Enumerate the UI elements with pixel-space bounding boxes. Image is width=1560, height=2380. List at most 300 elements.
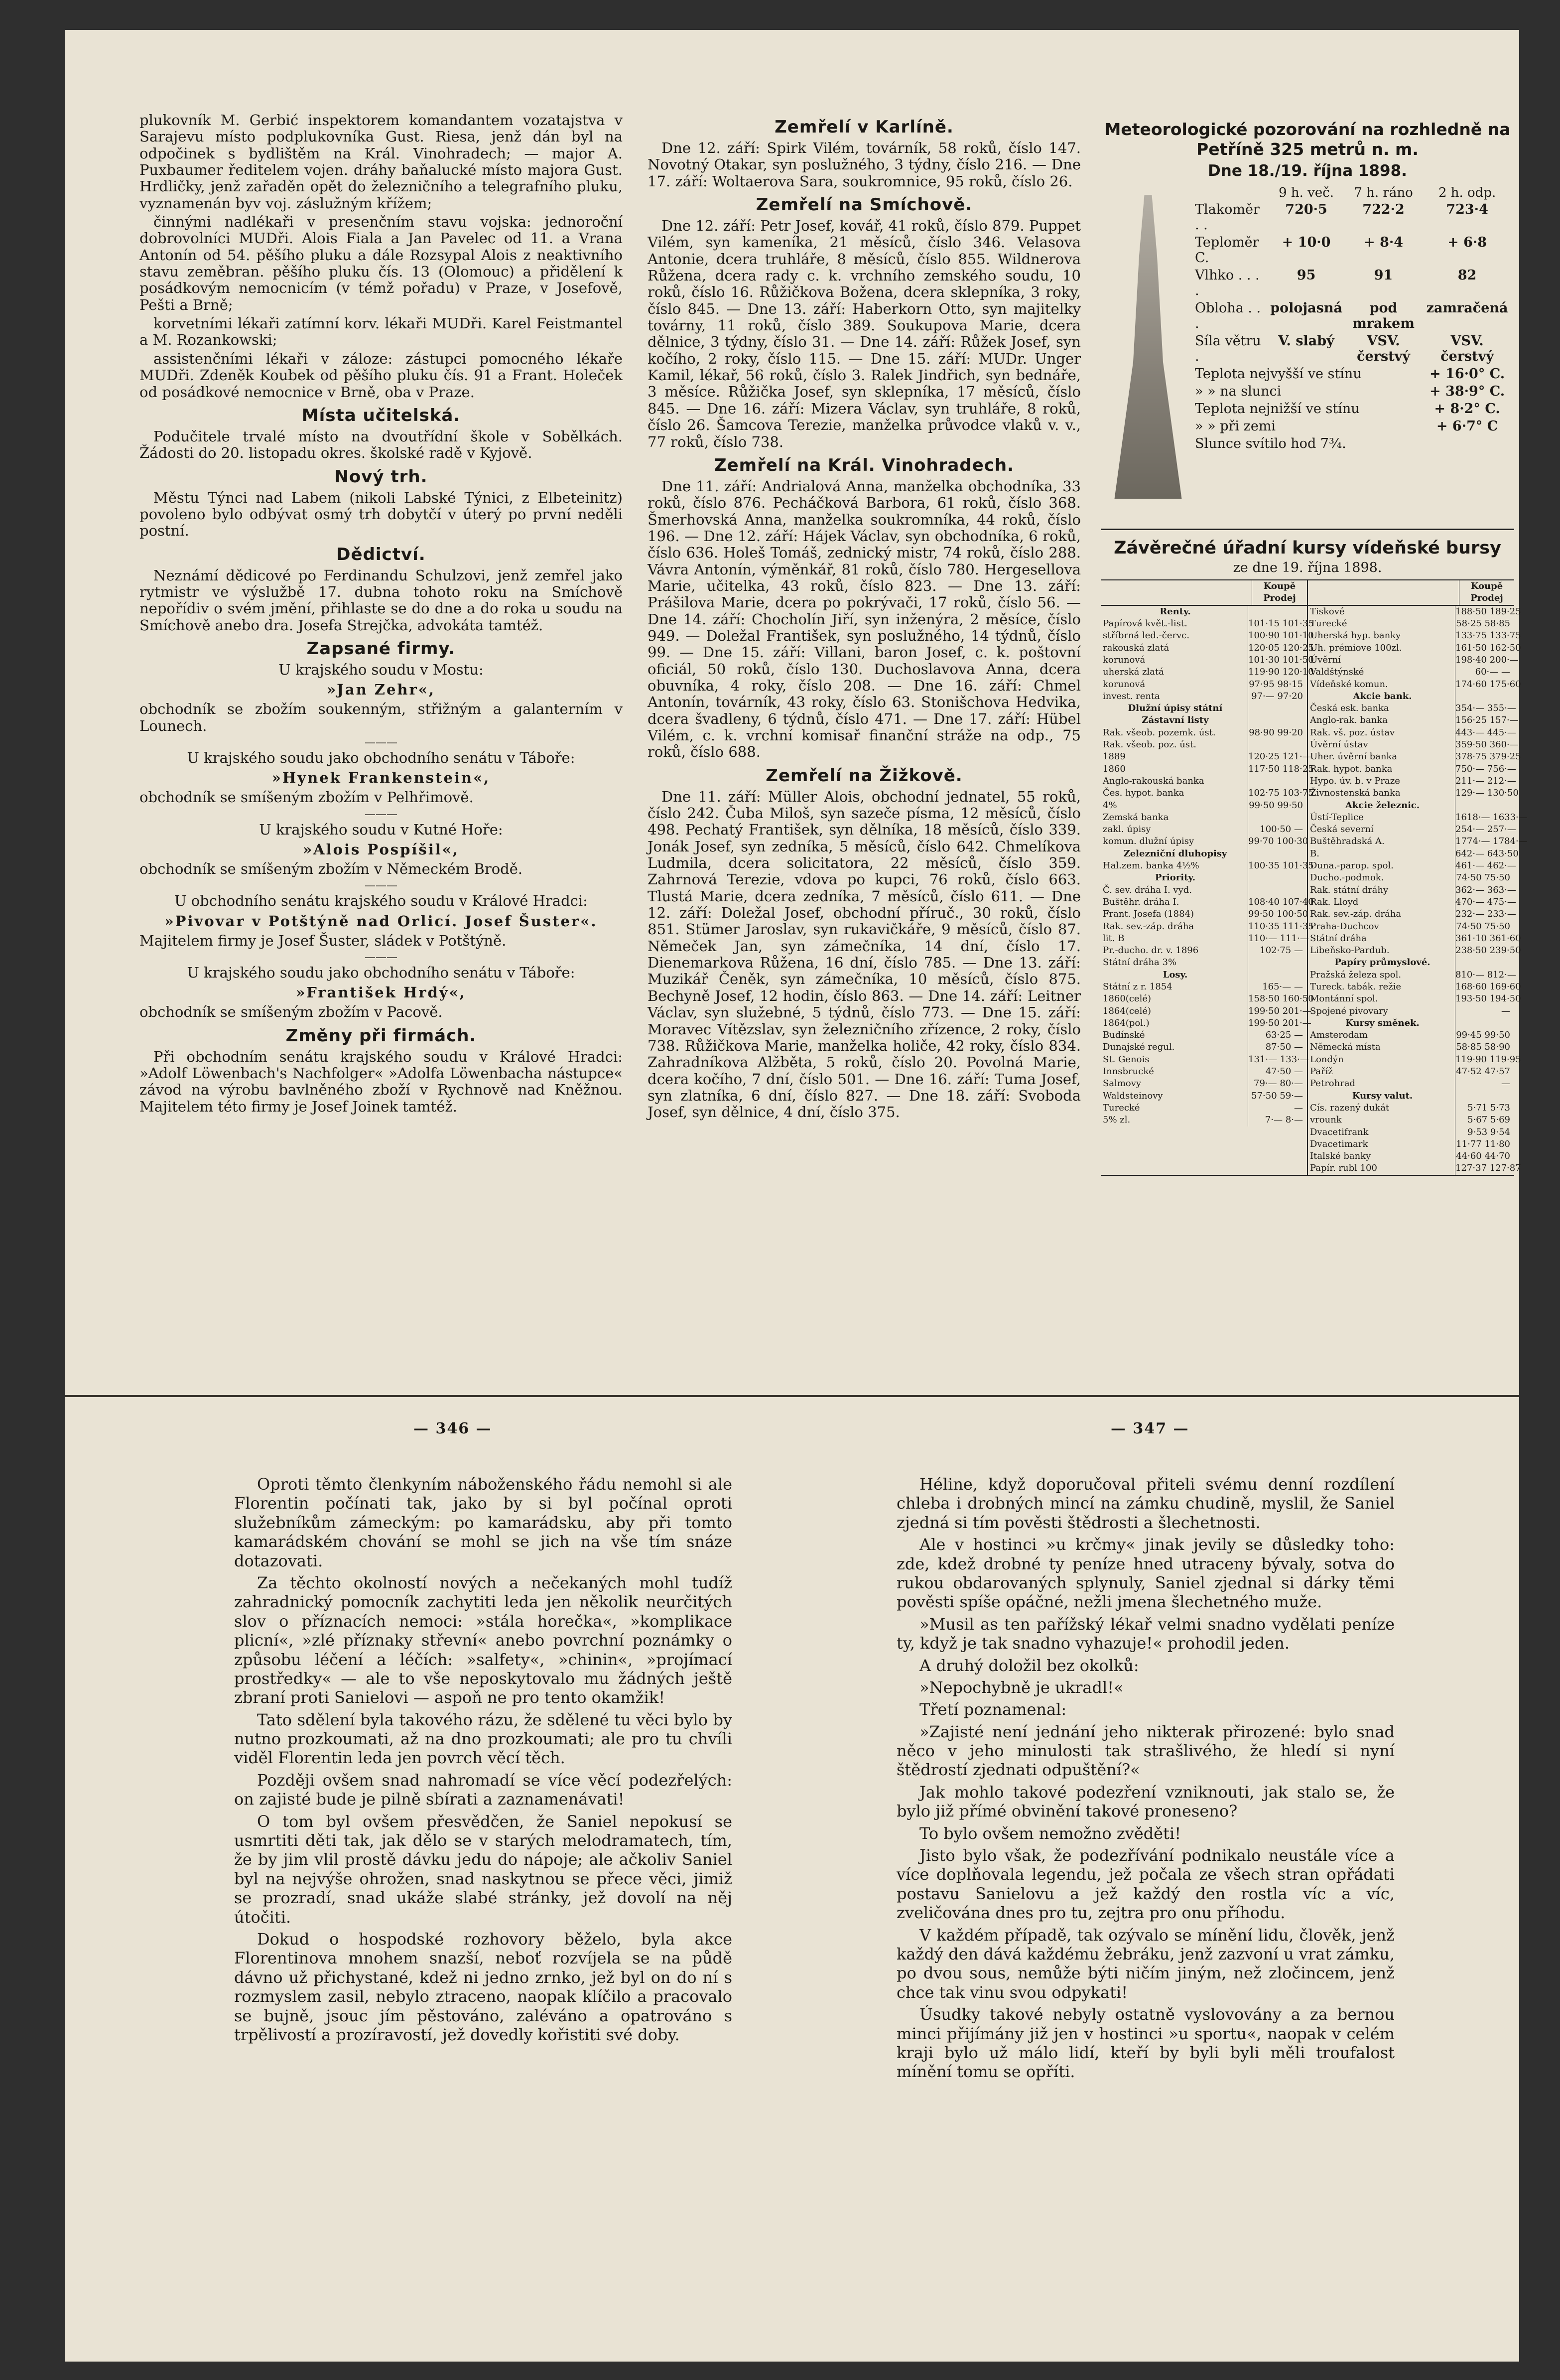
firm-description: Majitelem firmy je Josef Šuster, sládek v Potštýně.: [139, 932, 507, 949]
temperature-value: + 38·9° C.: [1430, 384, 1505, 400]
novel-paragraph: »Zajisté není jednání jeho nikterak přirozené: bylo snad něco v jeho minulosti tak strašlivého, že hledí si nyní štědrostí zjednati odpuštění?«: [897, 1722, 1395, 1780]
bourse-item-name: Montánní spol.: [1310, 993, 1378, 1004]
page-number-right: — 347 —: [1111, 1420, 1189, 1437]
bourse-item-price: 44·60 44·70: [1455, 1150, 1512, 1162]
bourse-item-price: 642·— 643·50: [1455, 848, 1512, 860]
meteo-value: zamračená: [1426, 300, 1508, 316]
bourse-row: [1308, 1054, 1521, 1066]
bourse-item-price: 133·75 133·75: [1455, 630, 1512, 642]
novel-paragraph: A druhý doložil bez okolků:: [919, 1656, 1139, 1675]
bourse-item-name: Turecké: [1103, 1102, 1140, 1113]
bourse-item-name: Uher. úvěrní banka: [1310, 751, 1398, 762]
bourse-row: [1101, 618, 1314, 630]
bourse-section-row: [1101, 969, 1307, 981]
bourse-item-name: Turecké: [1310, 618, 1347, 629]
temperature-row: [1193, 418, 1512, 435]
meteo-row: [1193, 332, 1512, 365]
bourse-item-price: 198·40 200·—: [1455, 654, 1512, 666]
bourse-row: [1308, 1005, 1514, 1017]
bourse-row: [1308, 1138, 1514, 1150]
bourse-item-name: Rak. státní dráhy: [1310, 884, 1389, 895]
temperature-row: [1193, 400, 1512, 418]
bourse-item-name: Salmovy: [1103, 1078, 1142, 1089]
bourse-item-name: Losy.: [1163, 969, 1188, 980]
bourse-item-name: Londýn: [1310, 1054, 1344, 1065]
bourse-item-price: 359·50 360·—: [1455, 739, 1512, 751]
meteo-value: 82: [1457, 268, 1477, 283]
bourse-item-price: —: [1455, 1078, 1512, 1090]
bourse-item-name: Amsterodam: [1310, 1030, 1368, 1041]
bourse-item-name: Priority.: [1155, 872, 1196, 883]
bourse-row: [1308, 630, 1521, 642]
bourse-item-name: Dvacetifrank: [1310, 1126, 1369, 1137]
bourse-item-name: Tureck. tabák. režie: [1310, 981, 1402, 992]
bourse-item-price: [1248, 714, 1305, 726]
novel-paragraph: Oproti těmto členkyním náboženského řádu nemohl si ale Florentin počínati tak, jako by si byl počínal oproti služebníkům zámeckým: po kamarádsku, aby při tomto kamarádském chování se mohl se jich na vše tím snáze dotazovati.: [234, 1475, 732, 1570]
bourse-left-column: [1101, 580, 1314, 1175]
bourse-section-row: [1101, 848, 1307, 860]
bourse-item-name: Státní dráha: [1310, 933, 1367, 944]
bourse-item-name: Renty.: [1160, 606, 1191, 617]
bourse-row: [1308, 969, 1514, 981]
sunshine-line: Slunce svítilo hod 7¾.: [1195, 436, 1346, 452]
bourse-item-name: Státní z r. 1854: [1103, 981, 1172, 992]
bourse-item-price: —: [1248, 1102, 1305, 1114]
bourse-row: [1308, 727, 1514, 739]
bourse-item-price: 47·52 47·57: [1455, 1066, 1512, 1078]
bourse-item-price: 74·50 75·50: [1455, 921, 1512, 933]
bourse-row: [1308, 1114, 1514, 1126]
deaths-smichov: Dne 12. září: Petr Josef, kovář, 41 roků, číslo 879. Puppet Vilém, syn kameníka, 21 měsíců, číslo 346. Velasova Antonie, dcera truhláře, 8 měsíců, číslo 855. Wildnerova Růžena, dcera rady c. k. vrchního zemského soudu, 10 roků, číslo 16. Růžičkova Božena, dcera sklepníka, 3 roky, číslo 845. — Dne 13. září: Haberkorn Otto, syn majitelky továrny, 11 roků, číslo 389. Soukupova Marie, dcera dělnice, 3 týdny, číslo 31. — Dne 14. září: Růžek Josef, syn kočího, 2 roky, číslo 115. — Dne 15. září: MUDr. Unger Kamil, lékař, 56 roků, číslo 3. Ralek Jindřich, syn bednáře, 3 měsíce. Růžička Josef, syn sklepníka, 17 měsíců, číslo 845. — Dne 16. září: Mizera Václav, syn truhláře, 8 roků, číslo 26. Šamcova Terezie, manželka průvodce vlaků v. v., 77 roků, číslo 738.: [648, 217, 1081, 450]
bourse-item-price: [1455, 691, 1512, 702]
bourse-item-name: Zástavní listy: [1142, 715, 1209, 726]
bourse-item-price: 165·— —: [1248, 981, 1305, 993]
novel-paragraph: Později ovšem snad nahromadí se více věcí podezřelých: on zajisté bude je pilně sbírati a zaznamenávati!: [234, 1770, 732, 1809]
bourse-item-price: 108·40 107·40: [1248, 896, 1305, 908]
bourse-item-name: Waldsteinovy: [1103, 1090, 1163, 1101]
temperature-label: » » na slunci: [1195, 384, 1282, 400]
bourse-item-price: 120·05 120·25: [1248, 642, 1305, 654]
bourse-item-name: Zemská banka: [1103, 812, 1169, 823]
bourse-item-name: Kursy valut.: [1352, 1090, 1413, 1101]
bourse-item-name: Rak. sev.-záp. dráha: [1103, 921, 1194, 932]
bourse-item-price: 119·90 119·95: [1455, 1054, 1512, 1066]
bourse-item-name: Italské banky: [1310, 1151, 1371, 1162]
bourse-item-price: 461·— 462·—: [1455, 860, 1512, 872]
firm-name: »Hynek Frankenstein«,: [271, 769, 491, 787]
novel-paragraph: »Musil as ten pařížský lékař velmi snadno vydělati peníze ty, když je tak snadno vyhazuje!« prohodil jeden.: [897, 1614, 1395, 1653]
bourse-row: [1308, 1029, 1514, 1041]
bourse-item-name: Frant. Josefa (1884): [1103, 909, 1194, 920]
separator: ———: [365, 879, 397, 892]
bourse-item-price: 5·71 5·73: [1455, 1102, 1512, 1114]
bourse-item-name: Tiskové: [1310, 606, 1345, 617]
bourse-row: [1308, 775, 1514, 787]
teacher-post-paragraph: Podučitele trvalé místo na dvoutřídní škole v Sobělkách. Žádosti do 20. listopadu okres. školské radě v Kyjově.: [139, 427, 623, 462]
bourse-item-name: Úvěrní ústav: [1310, 739, 1368, 750]
bourse-section-row: [1308, 800, 1514, 812]
bourse-row: [1101, 1029, 1307, 1041]
bourse-item-price: [1455, 1090, 1512, 1102]
bourse-section-row: [1308, 691, 1514, 702]
bourse-item-price: [1248, 739, 1305, 751]
newspaper-page: [65, 30, 1528, 2362]
bourse-item-price: 378·75 379·25: [1455, 751, 1512, 763]
bourse-item-name: Pr.-ducho. dr. v. 1896: [1103, 945, 1199, 956]
assistant-physicians-paragraph: assistenčními lékaři v záloze: zástupci pomocného lékaře MUDři. Zdeněk Koubek od pěšího pluku čís. 91 a Frant. Holeček od posádkové nemocnice v Brně, oba v Praze.: [139, 350, 623, 401]
bourse-row: [1101, 1005, 1311, 1017]
bourse-section-row: [1101, 606, 1307, 618]
meteo-label: Tlakoměr . .: [1195, 202, 1260, 233]
novel-paragraph: Úsudky takové nebyly ostatně vyslovovány a za bernou minci přijímány již jen v hostinci »u sportu«, naopak v celém kraji bylo už málo lidí, kteří by byli byli měli troufalost mínění tomu se opříti.: [897, 2005, 1395, 2082]
petrin-tower-illustration: [1111, 195, 1185, 499]
bourse-item-price: 101·15 101·35: [1248, 618, 1305, 630]
bourse-item-price: [1248, 606, 1305, 618]
corvette-physicians-paragraph: korvetními lékaři zatímní korv. lékaři MUDři. Karel Feistmantel a M. Rozankowski;: [139, 315, 623, 349]
meteo-block: [1101, 185, 1514, 530]
temperature-value: + 6·7° C: [1436, 419, 1498, 434]
bourse-item-name: vrounk: [1310, 1115, 1342, 1125]
column-meteo-bourse: [1101, 120, 1528, 1385]
meteo-title: Meteorologické pozorování na rozhledně na Petříně 325 metrů n. m.: [1104, 120, 1511, 159]
novel-paragraph: Jak mohlo takové podezření vzniknouti, jak stalo se, že bylo již přímé obvinění takové proneseno?: [897, 1782, 1395, 1821]
bourse-item-price: 97·— 97·20: [1248, 691, 1305, 702]
heading-firm-changes: Změny při firmách.: [285, 1025, 477, 1046]
bourse-item-price: 99·45 99·50: [1455, 1029, 1512, 1041]
bourse-section-row: [1101, 702, 1307, 714]
column-deaths: [648, 112, 1081, 1378]
bourse-item-price: [1248, 969, 1305, 981]
bourse-item-price: 79·— 80·—: [1248, 1078, 1305, 1090]
bourse-row: [1101, 763, 1314, 775]
bourse-row: [1101, 751, 1311, 763]
bourse-row: [1308, 751, 1521, 763]
heading-deaths-vinohrady: Zemřelí na Král. Vinohradech.: [714, 455, 1015, 475]
bourse-section-row: [1101, 714, 1307, 726]
temperature-label: Teplota nejnižší ve stínu: [1195, 401, 1360, 417]
firm-name: »Alois Pospíšil«,: [303, 841, 459, 858]
bourse-item-name: invest. renta: [1103, 691, 1160, 701]
bourse-row: [1308, 1078, 1514, 1090]
bourse-item-name: Rak. Lloyd: [1310, 896, 1359, 907]
bourse-item-name: Papírová květ.-list.: [1103, 618, 1187, 629]
firm-name: »Pivovar v Potštýně nad Orlicí. Josef Šuster«.: [164, 912, 598, 930]
novel-paragraph: Třetí poznamenal:: [919, 1700, 1067, 1719]
bourse-row: [1308, 1150, 1514, 1162]
bourse-item-name: stříbrná led.-červc.: [1103, 630, 1190, 641]
bourse-row: [1308, 908, 1514, 920]
meteo-head: 2 h. odp.: [1438, 185, 1496, 201]
bourse-item-price: [1248, 848, 1305, 860]
bourse-item-name: Petrohrad: [1310, 1078, 1356, 1089]
bourse-row: [1308, 763, 1514, 775]
temperature-label: Teplota nejvyšší ve stínu: [1195, 366, 1362, 382]
meteo-value: 91: [1374, 268, 1393, 283]
bourse-item-price: 120·25 121·—: [1248, 751, 1305, 763]
meteo-value: + 6·8: [1447, 235, 1487, 251]
bourse-item-price: 174·60 175·60: [1455, 679, 1512, 691]
bourse-item-name: 1864(pol.): [1103, 1017, 1150, 1028]
bourse-item-name: Uherská hyp. banky: [1310, 630, 1401, 641]
bourse-item-name: Rak. hypot. banka: [1310, 763, 1393, 774]
bourse-item-price: 58·25 58·85: [1455, 618, 1512, 630]
bourse-section-row: [1101, 872, 1307, 884]
bourse-buy-sell-label: Koupě Prodej: [1252, 580, 1307, 605]
bourse-item-price: 199·50 201·—: [1248, 1005, 1305, 1017]
promotions-paragraph: plukovník M. Gerbić inspektorem komandantem vozatajstva v Sarajevu místo podplukovníka Gust. Riesa, jenž dán byl na odpočinek s bydlištěm na Král. Vinohradech; — major A. Puxbaumer ředitelem vojen. dráhy baňalucké místo majora Gust. Hrdličky, jenž zařaděn opět do železničního a telegrafního pluku, vyznamenán byv voj. záslužným křížem;: [139, 112, 623, 212]
bourse-row: [1308, 824, 1514, 836]
bourse-row: [1101, 787, 1314, 799]
meteo-value: VSV. čerstvý: [1440, 333, 1494, 365]
bourse-item-price: 119·90 120·10: [1248, 666, 1305, 678]
bourse-item-name: rakouská zlatá: [1103, 642, 1170, 653]
bourse-item-price: [1248, 957, 1305, 969]
bourse-item-name: Dunajské regul.: [1103, 1042, 1175, 1053]
bourse-item-price: 110·— 111·—: [1248, 933, 1305, 945]
bourse-item-name: Č. sev. dráha I. vyd.: [1103, 884, 1192, 895]
meteo-value: + 8·4: [1364, 235, 1404, 251]
bourse-item-name: Anglo-rakouská banka: [1103, 775, 1204, 786]
bourse-item-price: 1774·— 1784·—: [1455, 836, 1512, 847]
bourse-item-price: [1248, 812, 1305, 824]
bourse-item-price: 443·— 445·—: [1455, 727, 1512, 739]
bourse-item-name: Česká esk. banka: [1310, 703, 1389, 714]
inheritance-paragraph: Neznámí dědicové po Ferdinandu Schulzovi, jenž zemřel jako rytmistr ve výslužbě 17. dubna tohoto roku na Smíchově nepořídiv o svém jmění, přihlaste se do dne a do roka u soudu na Smíchově anebo dra. Josefa Strejčka, advokáta tamtéž.: [139, 566, 623, 634]
firm-court: U krajského soudu v Mostu:: [278, 661, 484, 678]
bourse-item-name: Rak. všeob. pozemk. úst.: [1103, 727, 1216, 738]
separator: ———: [365, 808, 397, 821]
firm-description: obchodník se zbožím soukenným, střižným a galanterním v Lounech.: [139, 700, 623, 734]
bourse-row: [1101, 933, 1307, 945]
bourse-item-name: Valdštýnské: [1310, 667, 1364, 678]
firm-name: »František Hrdý«,: [296, 984, 466, 1001]
bourse-row: [1101, 812, 1307, 824]
bourse-item-price: 1618·— 1633·—: [1455, 812, 1512, 824]
bourse-row: [1101, 1078, 1307, 1090]
meteo-value: pod mrakem: [1352, 300, 1415, 332]
bourse-item-name: 4%: [1103, 800, 1117, 811]
heading-deaths-smichov: Zemřelí na Smíchově.: [756, 195, 973, 215]
bourse-item-name: zakl. úpisy: [1103, 824, 1151, 835]
heading-teacher-posts: Místa učitelská.: [301, 405, 461, 425]
bourse-row: [1101, 1102, 1307, 1114]
bourse-item-name: 1889: [1103, 751, 1126, 762]
bourse-item-price: 156·25 157·—: [1455, 714, 1512, 726]
bourse-column-header: [1308, 580, 1514, 606]
novel-paragraph: Tato sdělení byla takového rázu, že sdělené tu věci bylo by nutno prozkoumati, až na dno prozkoumati; ale pro tu chvíli viděl Florentin leda jen povrch věcí těch.: [234, 1710, 732, 1768]
bourse-item-price: 129·— 130·50: [1455, 787, 1512, 799]
bourse-item-name: Uh. prémiove 100zl.: [1310, 642, 1402, 653]
meteo-row: [1193, 201, 1512, 234]
novel-column-left: [234, 1475, 732, 2342]
bourse-item-name: korunová: [1103, 654, 1146, 665]
bourse-item-price: 11·77 11·80: [1455, 1138, 1512, 1150]
bourse-item-price: 254·— 257·—: [1455, 824, 1512, 836]
firm-name: »Jan Zehr«,: [327, 681, 435, 699]
bourse-row: [1308, 945, 1521, 957]
bourse-item-price: 117·50 118·25: [1248, 763, 1305, 775]
bourse-row: [1308, 666, 1514, 678]
bourse-row: [1101, 691, 1307, 702]
bourse-row: [1101, 896, 1314, 908]
bourse-item-price: 131·— 133·—: [1248, 1054, 1305, 1066]
bourse-item-name: Ústí-Teplice: [1310, 812, 1364, 823]
bourse-item-price: 9·53 9·54: [1455, 1126, 1512, 1138]
firm-court: U krajského soudu jako obchodního senátu v Táboře:: [187, 749, 575, 766]
bourse-item-name: Duna.-parop. spol.: [1310, 860, 1394, 871]
bourse-row: [1101, 1090, 1307, 1102]
novel-paragraph: Za těchto okolností nových a nečekaných mohl tudíž zahradnický pomocník zachytiti leda jen několik neurčitých slov o příznacích nemoci: »stála horečka«, »komplikace plicní«, »zlé příznaky střevní« anebo povrchní poznámky o způsobu léčení a léčích: »salfety«, »chinin«, »projímací prostředky« — ale to vše neposkytovalo mu žádných ještě zbraní proti Sanielovi — aspoň ne pro tento okamžik!: [234, 1573, 732, 1707]
firm-description: obchodník se smíšeným zbožím v Pelhřimově.: [139, 789, 474, 806]
bourse-row: [1308, 812, 1528, 824]
bourse-item-name: Rak. všeob. poz. úst.: [1103, 739, 1196, 750]
bourse-item-name: korunová: [1103, 679, 1146, 690]
bourse-row: [1101, 993, 1314, 1005]
bourse-item-name: Buštěhradská A.: [1310, 836, 1385, 847]
bourse-row: [1101, 981, 1307, 993]
novel-paragraph: V každém případě, tak ozývalo se mínění lidu, člověk, jenž každý den dává každému žebráku, jenž zazvoní u vrat zámku, po dvou sous, nemůže býti ničím jiným, než zločincem, jenž chce tak vinu svou odpykati!: [897, 1925, 1395, 2002]
bourse-row: [1101, 957, 1307, 969]
bourse-row: [1308, 1126, 1514, 1138]
bourse-item-price: 87·50 —: [1248, 1041, 1305, 1053]
meteo-value: + 10·0: [1282, 235, 1331, 251]
bourse-item-price: [1248, 872, 1305, 884]
bourse-row: [1308, 921, 1514, 933]
bourse-item-price: [1248, 884, 1305, 896]
bourse-item-name: Úvěrní: [1310, 654, 1341, 665]
bourse-item-name: 1860(celé): [1103, 993, 1151, 1004]
novel-paragraph: Ale v hostinci »u krčmy« jinak jevily se důsledky toho: zde, kdež drobné ty peníze hned utraceny bývaly, sotva do rukou obdarovaných splynuly, Saniel zjednal si dárky těmi pověsti spíše opáčné, nežli jmena šlechetného muže.: [897, 1535, 1395, 1612]
bourse-section-row: [1308, 957, 1514, 969]
bourse-section-row: [1308, 1090, 1514, 1102]
separator: ———: [365, 736, 397, 749]
bourse-item-name: Spojené pivovary: [1310, 1005, 1388, 1016]
bourse-row: [1308, 618, 1514, 630]
bourse-item-price: 361·10 361·60: [1455, 933, 1512, 945]
bourse-item-name: Cís. razený dukát: [1310, 1102, 1390, 1113]
bourse-item-price: 60·— —: [1455, 666, 1512, 678]
bourse-item-price: [1455, 800, 1512, 812]
bourse-item-price: 99·70 100·30: [1248, 836, 1305, 847]
bourse-item-name: Rak. sev.-záp. dráha: [1310, 909, 1402, 920]
bourse-item-name: Akcie bank.: [1353, 691, 1412, 701]
deaths-karlin: Dne 12. září: Spirk Vilém, továrník, 58 roků, číslo 147. Novotný Otakar, syn poslužného, 3 týdny, číslo 216. — Dne 17. září: Woltaerova Sara, soukromnice, 95 roků, číslo 26.: [648, 140, 1081, 190]
meteo-value: VSV. čerstvý: [1357, 333, 1411, 365]
bourse-row: [1308, 702, 1514, 714]
bourse-column-header: [1101, 580, 1307, 606]
bourse-item-name: Ducho.-podmok.: [1310, 872, 1384, 883]
bourse-item-name: Hypo. úv. b. v Praze: [1310, 775, 1400, 786]
temperature-row: [1193, 365, 1512, 383]
firm-court: U krajského soudu v Kutné Hoře:: [259, 821, 503, 838]
bourse-item-price: 354·— 355·—: [1455, 702, 1512, 714]
bourse-item-name: Dlužní úpisy státní: [1128, 703, 1223, 714]
bourse-item-price: 100·50 —: [1248, 824, 1305, 836]
bourse-row: [1308, 654, 1519, 666]
bourse-item-price: 5·67 5·69: [1455, 1114, 1512, 1126]
bourse-table: [1101, 579, 1528, 1176]
bourse-item-price: 168·60 169·60: [1455, 981, 1512, 993]
bourse-row: [1101, 739, 1307, 751]
bourse-row: [1101, 860, 1314, 872]
bourse-row: [1308, 933, 1521, 945]
bourse-item-price: 74·50 75·50: [1455, 872, 1512, 884]
bourse-row: [1308, 872, 1514, 884]
bourse-item-name: Státní dráha 3%: [1103, 957, 1177, 968]
bourse-item-price: 99·50 99·50: [1248, 800, 1305, 812]
bourse-item-price: 127·37 127·87: [1455, 1162, 1512, 1174]
bourse-row: [1101, 884, 1307, 896]
bourse-row: [1308, 860, 1514, 872]
heading-new-market: Nový trh.: [334, 466, 428, 487]
bourse-row: [1308, 642, 1521, 654]
bourse-row: [1308, 993, 1521, 1005]
heading-registered-firms: Zapsané firmy.: [306, 638, 456, 659]
physicians-paragraph: činnými nadlékaři v presenčním stavu vojska: jednoroční dobrovolníci MUDři. Alois Fiala a Jan Pavelec od 11. a Vrana Antonín od 54. pěšího pluku a dále Rozsypal Alois z neaktivního stavu zeměbran. pěšího pluku čís. 13 (Olomouc) a přidělení k posádkovým nemocnicím (v témž pořadu) v Praze, v Josefově, Pešti a Brně;: [139, 213, 623, 313]
bourse-item-name: Čes. hypot. banka: [1103, 788, 1184, 799]
novel-paragraph: Dokud o hospodské rozhovory běželo, byla akce Florentinova mnohem snazší, neboť rozvíjela se na půdě dávno už přichystané, kdež ni jedno zrnko, jež byl on do ní s rozmyslem zasil, nebylo ztraceno, naopak klíčilo a pracovalo se bujně, jsouc jím pěstováno, zaléváno a opatrováno s trpělivostí a prozíravostí, jež dovedly kořistiti své doby.: [234, 1929, 732, 2044]
bourse-row: [1308, 848, 1519, 860]
bourse-item-price: [1248, 775, 1305, 787]
bourse-item-price: 7·— 8·—: [1248, 1114, 1305, 1126]
bourse-item-name: 1864(celé): [1103, 1005, 1151, 1016]
bourse-item-name: Vídeňské komun.: [1310, 679, 1388, 690]
bourse-item-name: Dvacetimark: [1310, 1138, 1368, 1149]
market-paragraph: Městu Týnci nad Labem (nikoli Labské Týnici, z Elbeteinitz) povoleno bylo odbývat osmý trh dobytčí v úterý po první neděli postní.: [139, 489, 623, 540]
bourse-item-price: 101·30 101·50: [1248, 654, 1305, 666]
novel-paragraph: To bylo ovšem nemožno zvěděti!: [919, 1823, 1181, 1843]
firm-court: U krajského soudu jako obchodního senátu v Táboře:: [187, 964, 575, 981]
bourse-item-price: 810·— 812·—: [1455, 969, 1512, 981]
bourse-item-price: 750·— 756·—: [1455, 763, 1512, 775]
novel-paragraph: Jisto bylo však, že podezřívání podnikalo neustále více a více doplňovala legendu, jež počala ze všech stran opřádati postavu Sanielovu a jež každý den rostla víc a víc, zveličována dnes pro tu, zejtra pro onu příhodu.: [897, 1846, 1395, 1923]
bourse-item-price: 470·— 475·—: [1455, 896, 1512, 908]
bourse-item-name: Paříž: [1310, 1066, 1333, 1077]
heading-deaths-zizkov: Zemřelí na Žižkově.: [766, 765, 963, 786]
bourse-row: [1101, 654, 1314, 666]
bourse-item-name: Anglo-rak. banka: [1310, 715, 1388, 726]
bourse-item-price: 362·— 363·—: [1455, 884, 1512, 896]
bourse-item-name: lit. B: [1103, 933, 1125, 944]
bourse-item-name: Libeňsko-Pardub.: [1310, 945, 1390, 956]
bourse-row: [1101, 800, 1307, 812]
bourse-item-name: Hal.zem. banka 4½%: [1103, 860, 1199, 871]
bourse-row: [1101, 836, 1307, 847]
bourse-item-price: 63·25 —: [1248, 1029, 1305, 1041]
bourse-item-name: Papíry průmyslové.: [1334, 957, 1430, 968]
meteo-label: Teploměr C.: [1195, 235, 1259, 266]
bourse-row: [1101, 945, 1307, 957]
bourse-item-name: Pražská železa spol.: [1310, 969, 1402, 980]
novel-paragraph: »Nepochybně je ukradl!«: [919, 1678, 1124, 1697]
deaths-zizkov: Dne 11. září: Müller Alois, obchodní jednatel, 55 roků, číslo 242. Čuba Miloš, syn sazeče písma, 12 měsíců, číslo 498. Pechatý František, syn dělníka, 18 měsíců, číslo 339. Jonák Josef, syn zedníka, 5 měsíců, číslo 642. Chmelíkova Ludmila, dcera solicitatora, 22 měsíců, číslo 359. Zahrnová Terezie, vdova po kupci, 76 roků, číslo 663. Tlustá Marie, dcera zedníka, 7 měsíců, číslo 611. — Dne 12. září: Doležal Josef, obchodní příruč., 30 roků, číslo 851. Stümer Jaroslav, syn rukavičkáře, 9 měsíců, číslo 87. Němeček Jan, syn zámečníka, 14 dní, číslo 17. Dienemarkova Růžena, 16 dní, číslo 785. — Dne 13. září: Muzikář Čeněk, syn zámečníka, 10 měsíců, číslo 875. Bechyně Josef, 12 hodin, číslo 863. — Dne 14. září: Leitner Václav, syn služebné, 5 týdnů, číslo 773. — Dne 15. září: Moravec Vítězslav, syn železničního zřízence, 2 roky, číslo 738. Růžičkova Marie, manželka holiče, 42 roky, číslo 834. Zahradníkova Alžběta, 5 roků, číslo 20. Povolná Marie, dcera kočího, 7 dní, číslo 501. — Dne 16. září: Tuma Josef, syn zlatníka, 6 dní, číslo 827. — Dne 18. září: Svoboda Josef, syn dělnice, 4 dní, číslo 375.: [648, 788, 1081, 1121]
firm-changes-paragraph: Při obchodním senátu krajského soudu v Králové Hradci: »Adolf Löwenbach's Nachfolger« »Adolfa Löwenbacha nástupce« závod na výrobu bavlněného zboží v Rychnově nad Kněžnou. Majitelem této firmy je Josef Joinek tamtéž.: [139, 1048, 623, 1115]
bourse-row: [1308, 606, 1521, 618]
separator: ———: [365, 951, 397, 964]
bourse-item-price: 102·75 —: [1248, 945, 1305, 957]
bourse-item-price: [1455, 1017, 1512, 1029]
bourse-row: [1308, 1066, 1514, 1078]
bourse-item-price: —: [1455, 1005, 1512, 1017]
bourse-item-price: 58·85 58·90: [1455, 1041, 1512, 1053]
bourse-row: [1101, 908, 1307, 920]
bourse-item-price: 161·50 162·50: [1455, 642, 1512, 654]
meteo-row: [1193, 267, 1512, 299]
bourse-row: [1101, 727, 1307, 739]
meteo-head: 9 h. več.: [1279, 185, 1334, 201]
firm-description: obchodník se smíšeným zbožím v Pacově.: [139, 1003, 443, 1021]
bourse-row: [1101, 666, 1314, 678]
